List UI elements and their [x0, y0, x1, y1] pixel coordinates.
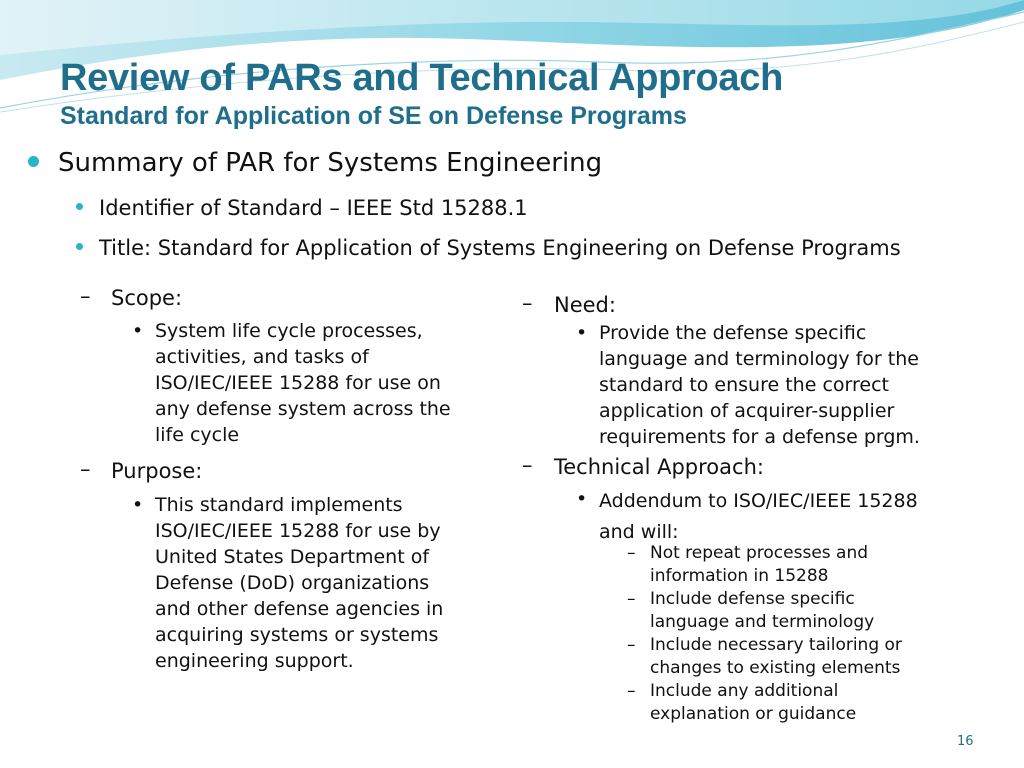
approach-line: Addendum to ISO/IEC/IEEE 15288	[599, 490, 918, 512]
scope-line: life cycle	[155, 424, 240, 446]
approach-item	[650, 680, 970, 726]
purpose-line: acquiring systems or systems	[155, 624, 439, 646]
dash-icon: –	[522, 291, 533, 315]
need-line: application of acquirer-supplier	[599, 400, 895, 422]
need-line: standard to ensure the correct	[599, 374, 889, 396]
need-line: Provide the defense specific	[599, 322, 867, 344]
approach-item-line: changes to existing elements	[650, 658, 901, 678]
scope-line: ISO/IEC/IEEE 15288 for use on	[155, 372, 441, 394]
page-number: 16	[957, 734, 974, 749]
purpose-line: Defense (DoD) organizations	[155, 572, 430, 594]
bullet-icon: •	[576, 488, 588, 510]
title-line-text: Title: Standard for Application of Systems Engineering on Defense Programs	[99, 236, 901, 260]
approach-item	[650, 588, 970, 634]
bullet-dot-icon	[28, 156, 39, 167]
bullet-dot-icon	[76, 203, 83, 210]
dash-icon: –	[627, 681, 636, 701]
dash-icon: –	[522, 453, 533, 477]
approach-item-line: Include defense specific	[650, 589, 855, 609]
purpose-label: Purpose:	[111, 459, 203, 483]
purpose-line: engineering support.	[155, 650, 354, 672]
approach-item-line: information in 15288	[650, 566, 829, 586]
purpose-line: ISO/IEC/IEEE 15288 for use by	[155, 520, 441, 542]
approach-item-line: Not repeat processes and	[650, 543, 869, 563]
approach-item	[650, 634, 970, 680]
purpose-line: and other defense agencies in	[155, 598, 444, 620]
scope-label: Scope:	[111, 286, 183, 310]
dash-icon: –	[80, 457, 91, 481]
dash-icon: –	[627, 589, 636, 609]
approach-item-line: language and terminology	[650, 612, 875, 632]
dash-icon: –	[80, 284, 91, 308]
scope-text	[155, 318, 485, 448]
approach-label: Technical Approach:	[554, 455, 764, 479]
main-bullet-text: Summary of PAR for Systems Engineering	[58, 148, 603, 178]
bullet-icon: •	[576, 322, 588, 344]
approach-text	[599, 486, 969, 548]
approach-item-line: Include necessary tailoring or	[650, 635, 902, 655]
purpose-line: This standard implements	[155, 494, 403, 516]
bullet-icon: •	[132, 494, 144, 516]
dash-icon: –	[627, 635, 636, 655]
approach-item	[650, 542, 970, 588]
dash-icon: –	[627, 543, 636, 563]
scope-line: System life cycle processes,	[155, 320, 423, 342]
identifier-text: Identifier of Standard – IEEE Std 15288.1	[99, 196, 528, 220]
purpose-line: United States Department of	[155, 546, 430, 568]
bullet-icon: •	[132, 320, 144, 342]
need-text	[599, 320, 959, 450]
need-line: language and terminology for the	[599, 348, 919, 370]
need-line: requirements for a defense prgm.	[599, 426, 920, 448]
approach-item-line: Include any additional	[650, 681, 839, 701]
purpose-text	[155, 492, 485, 674]
approach-item-line: explanation or guidance	[650, 704, 857, 724]
approach-line: and will:	[599, 521, 679, 543]
slide-subtitle: Standard for Application of SE on Defense Programs	[60, 102, 687, 130]
scope-line: any defense system across the	[155, 398, 451, 420]
bullet-dot-icon	[76, 243, 83, 250]
need-label: Need:	[554, 293, 616, 317]
scope-line: activities, and tasks of	[155, 346, 369, 368]
slide-title: Review of PARs and Technical Approach	[60, 57, 784, 99]
